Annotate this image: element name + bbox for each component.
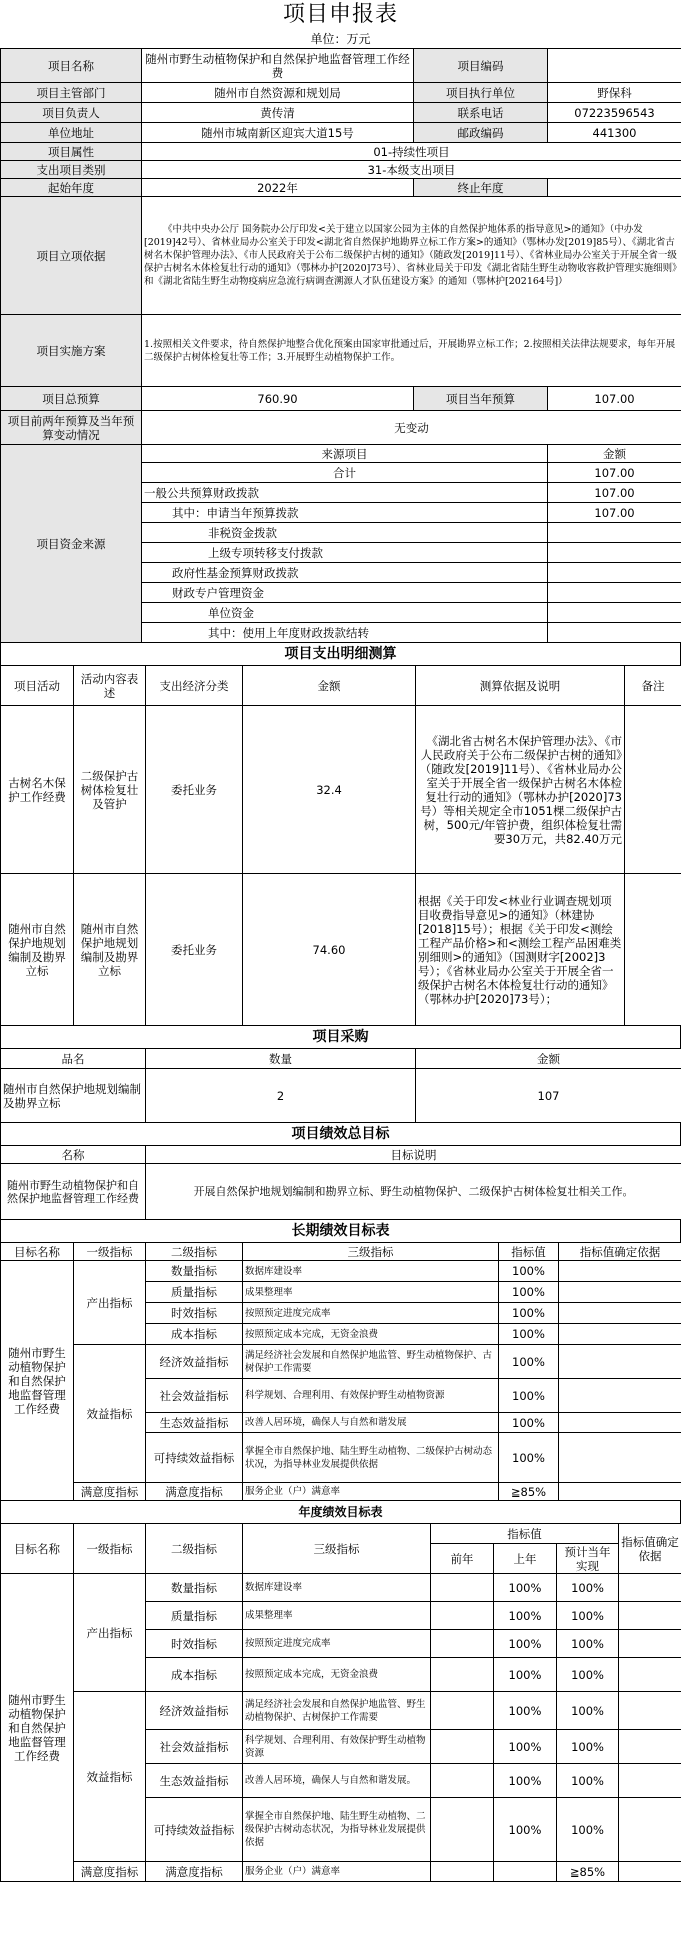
funding-row: 一般公共预算财政拨款 xyxy=(142,483,548,503)
funding-amount xyxy=(548,543,681,563)
annual-prev2 xyxy=(431,1658,494,1692)
address-label: 单位地址 xyxy=(1,123,142,143)
longterm-l3: 按照预定进度完成率 xyxy=(243,1303,499,1324)
longterm-basis xyxy=(559,1433,681,1483)
start-year: 2022年 xyxy=(142,179,414,197)
funding-row: 其中：申请当年预算拨款 xyxy=(142,503,548,523)
annual-l3: 成果整理率 xyxy=(243,1602,431,1630)
longterm-target: 随州市野生动植物保护和自然保护地监督管理工作经费 xyxy=(1,1261,74,1501)
start-year-label: 起始年度 xyxy=(1,179,142,197)
overall-section-title: 项目绩效总目标 xyxy=(0,1123,681,1145)
annual-header: 一级指标 xyxy=(74,1524,146,1574)
longterm-l2: 时效指标 xyxy=(146,1303,243,1324)
overall-header: 目标说明 xyxy=(146,1146,681,1164)
annual-table xyxy=(0,1523,681,1882)
detail-activity: 随州市自然保护地规划编制及勘界立标 xyxy=(1,874,74,1026)
annual-l2: 经济效益指标 xyxy=(146,1692,243,1730)
longterm-satisfy-label: 满意度指标 xyxy=(74,1483,146,1501)
longterm-header: 指标值确定依据 xyxy=(559,1243,681,1261)
annual-l2: 数量指标 xyxy=(146,1574,243,1602)
longterm-basis xyxy=(559,1413,681,1433)
annual-cur: 100% xyxy=(557,1798,619,1862)
longterm-basis xyxy=(559,1282,681,1303)
year-budget-label: 项目当年预算 xyxy=(414,387,548,411)
annual-prev: 100% xyxy=(494,1730,557,1764)
funding-row-total: 合计 xyxy=(142,463,548,483)
detail-content: 二级保护古树体检复壮及管护 xyxy=(74,706,146,874)
attr-label: 项目属性 xyxy=(1,143,142,161)
purchase-item-name: 随州市自然保护地规划编制及勘界立标 xyxy=(1,1069,146,1123)
annual-basis xyxy=(619,1658,681,1692)
longterm-basis xyxy=(559,1345,681,1379)
annual-basis xyxy=(619,1692,681,1730)
annual-l2: 质量指标 xyxy=(146,1602,243,1630)
longterm-l2: 质量指标 xyxy=(146,1282,243,1303)
annual-l3: 掌握全市自然保护地、陆生野生动植物、二级保护古树动态状况，为指导林业发展提供依据 xyxy=(243,1798,431,1862)
longterm-l3: 满足经济社会发展和自然保护地监管、野生动植物保护、古树保护工作需要 xyxy=(243,1345,499,1379)
annual-prev: 100% xyxy=(494,1574,557,1602)
overall-desc: 开展自然保护地规划编制和勘界立标、野生动植物保护、二级保护古树体检复壮相关工作。 xyxy=(146,1164,681,1220)
funding-row: 上级专项转移支付拨款 xyxy=(142,543,548,563)
overall-name: 随州市野生动植物保护和自然保护地监督管理工作经费 xyxy=(1,1164,146,1220)
longterm-basis xyxy=(559,1379,681,1413)
annual-output-label: 产出指标 xyxy=(74,1574,146,1692)
overall-header: 名称 xyxy=(1,1146,146,1164)
annual-prev: 100% xyxy=(494,1630,557,1658)
exec-unit-label: 项目执行单位 xyxy=(414,83,548,103)
annual-l2: 满意度指标 xyxy=(146,1862,243,1882)
longterm-header: 目标名称 xyxy=(1,1243,74,1261)
detail-basis: 《湖北省古树名木保护管理办法》、《市人民政府关于公布二级保护古树的通知》（随政发[2019]11号）、《省林业局办公室关于开展全省一级保护古树名木体检复壮行动的通知》（鄂林办护[2020]73号）等相关规定全市1051棵二级保护古树，500元/年管护费，组织体检复壮需要30万元，共82.40万元 xyxy=(416,706,625,874)
annual-cur: 100% xyxy=(557,1602,619,1630)
annual-subheader: 前年 xyxy=(431,1544,494,1574)
detail-header: 备注 xyxy=(625,666,681,706)
longterm-value: 100% xyxy=(499,1261,559,1282)
funding-amount xyxy=(548,583,681,603)
funding-row: 财政专户管理资金 xyxy=(142,583,548,603)
longterm-value: 100% xyxy=(499,1282,559,1303)
annual-cur: 100% xyxy=(557,1658,619,1692)
detail-activity: 古树名木保护工作经费 xyxy=(1,706,74,874)
basic-info-table xyxy=(0,48,681,445)
detail-econ: 委托业务 xyxy=(146,706,243,874)
annual-subheader: 上年 xyxy=(494,1544,557,1574)
longterm-value: 100% xyxy=(499,1303,559,1324)
total-budget-label: 项目总预算 xyxy=(1,387,142,411)
detail-header: 活动内容表述 xyxy=(74,666,146,706)
detail-header: 项目活动 xyxy=(1,666,74,706)
year-budget: 107.00 xyxy=(548,387,681,411)
annual-basis xyxy=(619,1730,681,1764)
longterm-l3: 按照预定成本完成，无资金浪费 xyxy=(243,1324,499,1345)
detail-header: 支出经济分类 xyxy=(146,666,243,706)
dept: 随州市自然资源和规划局 xyxy=(142,83,414,103)
annual-l3: 服务企业（户）满意率 xyxy=(243,1862,431,1882)
plan-label: 项目实施方案 xyxy=(1,315,142,387)
phone: 07223596543 xyxy=(548,103,681,123)
annual-basis xyxy=(619,1798,681,1862)
project-code xyxy=(548,49,681,83)
purchase-header: 品名 xyxy=(1,1049,146,1069)
longterm-l3: 数据库建设率 xyxy=(243,1261,499,1282)
address: 随州市城南新区迎宾大道15号 xyxy=(142,123,414,143)
annual-prev: 100% xyxy=(494,1658,557,1692)
longterm-l2: 可持续效益指标 xyxy=(146,1433,243,1483)
annual-header: 指标值 xyxy=(431,1524,619,1544)
funding-amount xyxy=(548,623,681,643)
postcode-label: 邮政编码 xyxy=(414,123,548,143)
annual-l2: 可持续效益指标 xyxy=(146,1798,243,1862)
funding-row: 政府性基金预算财政拨款 xyxy=(142,563,548,583)
detail-section-title: 项目支出明细测算 xyxy=(0,643,681,665)
annual-header: 目标名称 xyxy=(1,1524,74,1574)
annual-prev2 xyxy=(431,1630,494,1658)
change-label: 项目前两年预算及当年预算变动情况 xyxy=(1,411,142,445)
annual-l2: 成本指标 xyxy=(146,1658,243,1692)
longterm-output-label: 产出指标 xyxy=(74,1261,146,1345)
funding-row: 非税资金拨款 xyxy=(142,523,548,543)
longterm-l2: 成本指标 xyxy=(146,1324,243,1345)
annual-subheader: 预计当年实现 xyxy=(557,1544,619,1574)
annual-l2: 时效指标 xyxy=(146,1630,243,1658)
annual-l2: 生态效益指标 xyxy=(146,1764,243,1798)
dept-label: 项目主管部门 xyxy=(1,83,142,103)
annual-l3: 科学规划、合理利用、有效保护野生动植物资源 xyxy=(243,1730,431,1764)
annual-basis xyxy=(619,1602,681,1630)
annual-prev2 xyxy=(431,1862,494,1882)
annual-l3: 满足经济社会发展和自然保护地监管、野生动植物保护、古树保护工作需要 xyxy=(243,1692,431,1730)
longterm-basis xyxy=(559,1261,681,1282)
phone-label: 联系电话 xyxy=(414,103,548,123)
funding-label: 项目资金来源 xyxy=(1,445,142,643)
annual-basis xyxy=(619,1764,681,1798)
longterm-value: 100% xyxy=(499,1324,559,1345)
annual-prev2 xyxy=(431,1692,494,1730)
funding-amount: 107.00 xyxy=(548,503,681,523)
annual-header: 三级指标 xyxy=(243,1524,431,1574)
longterm-header: 二级指标 xyxy=(146,1243,243,1261)
annual-prev2 xyxy=(431,1602,494,1630)
funding-amount xyxy=(548,603,681,623)
detail-content: 随州市自然保护地规划编制及勘界立标 xyxy=(74,874,146,1026)
project-name: 随州市野生动植物保护和自然保护地监督管理工作经费 xyxy=(142,49,414,83)
annual-basis xyxy=(619,1630,681,1658)
annual-prev: 100% xyxy=(494,1692,557,1730)
longterm-benefit-label: 效益指标 xyxy=(74,1345,146,1483)
detail-note xyxy=(625,874,681,1026)
longterm-l3: 改善人居环境，确保人与自然和谐发展 xyxy=(243,1413,499,1433)
leader: 黄传清 xyxy=(142,103,414,123)
attr: 01-持续性项目 xyxy=(142,143,681,161)
annual-basis xyxy=(619,1862,681,1882)
annual-l2: 社会效益指标 xyxy=(146,1730,243,1764)
annual-l3: 按照预定成本完成，无资金浪费 xyxy=(243,1658,431,1692)
longterm-l2: 满意度指标 xyxy=(146,1483,243,1501)
category: 31-本级支出项目 xyxy=(142,161,681,179)
annual-prev2 xyxy=(431,1798,494,1862)
annual-prev2 xyxy=(431,1574,494,1602)
longterm-header: 一级指标 xyxy=(74,1243,146,1261)
unit-label: 单位：万元 xyxy=(310,32,371,46)
annual-cur: 100% xyxy=(557,1764,619,1798)
longterm-l3: 掌握全市自然保护地、陆生野生动植物、二级保护古树动态状况，为指导林业发展提供依据 xyxy=(243,1433,499,1483)
funding-row: 其中：使用上年度财政拨款结转 xyxy=(142,623,548,643)
end-year xyxy=(548,179,681,197)
project-name-label: 项目名称 xyxy=(1,49,142,83)
longterm-l2: 社会效益指标 xyxy=(146,1379,243,1413)
detail-header: 金额 xyxy=(243,666,416,706)
longterm-basis xyxy=(559,1483,681,1501)
purchase-item-amount: 107 xyxy=(416,1069,681,1123)
funding-col-amount: 金额 xyxy=(548,445,681,463)
longterm-section-title: 长期绩效目标表 xyxy=(0,1220,681,1242)
purchase-section-title: 项目采购 xyxy=(0,1026,681,1048)
basis-text: 《中共中央办公厅 国务院办公厅印发<关于建立以国家公园为主体的自然保护地体系的指导意见>的通知》（中办发[2019]42号）、省林业局办公室关于印发<湖北省自然保护地勘界立标工作方案>的通知》（鄂林办发[2019]85号）、《湖北省古树名木保护管理办法》、《市人民政府关于公布二级保护古树的通知》（随政发[2019]11号）、《省林业局办公室关于开展全省一级保护古树名木体检复壮行动的通知》（鄂林办护[2020]73号）、省林业局关于印发《湖北省陆生野生动物收容救护管理实施细则》和《湖北省陆生野生动物疫病应急流行病调查溯源人才队伍建设方案》的通知（鄂林护[202164号]） xyxy=(142,197,681,315)
annual-prev: 100% xyxy=(494,1602,557,1630)
funding-row: 单位资金 xyxy=(142,603,548,623)
end-year-label: 终止年度 xyxy=(414,179,548,197)
longterm-l3: 科学规划、合理利用、有效保护野生动植物资源 xyxy=(243,1379,499,1413)
longterm-header: 指标值 xyxy=(499,1243,559,1261)
annual-l3: 数据库建设率 xyxy=(243,1574,431,1602)
funding-amount xyxy=(548,563,681,583)
postcode: 441300 xyxy=(548,123,681,143)
annual-prev xyxy=(494,1862,557,1882)
longterm-value: 100% xyxy=(499,1379,559,1413)
page-title: 项目申报表 xyxy=(282,2,398,27)
longterm-l2: 数量指标 xyxy=(146,1261,243,1282)
longterm-value: 100% xyxy=(499,1345,559,1379)
detail-basis: 根据《关于印发<林业行业调查规划项目收费指导意见>的通知》（林建协[2018]15号）；根据《关于印发<测绘工程产品价格>和<测绘工程产品困难类别细则>的通知》（国测财字[2002]3号）；《省林业局办公室关于开展全省一级保护古树名木体检复壮行动的通知》（鄂林办护[2020]73号）； xyxy=(416,874,625,1026)
annual-section-title: 年度绩效目标表 xyxy=(0,1501,681,1523)
annual-prev2 xyxy=(431,1730,494,1764)
purchase-table xyxy=(0,1048,681,1123)
annual-prev: 100% xyxy=(494,1798,557,1862)
purchase-header: 数量 xyxy=(146,1049,416,1069)
leader-label: 项目负责人 xyxy=(1,103,142,123)
longterm-l2: 经济效益指标 xyxy=(146,1345,243,1379)
purchase-header: 金额 xyxy=(416,1049,681,1069)
annual-satisfy-label: 满意度指标 xyxy=(74,1862,146,1882)
category-label: 支出项目类别 xyxy=(1,161,142,179)
plan-text: 1.按照相关文件要求，待自然保护地整合优化预案由国家审批通过后，开展勘界立标工作；2.按照相关法律法规要求，每年开展二级保护古树体检复壮等工作；3.开展野生动植物保护工作。 xyxy=(142,315,681,387)
basis-label: 项目立项依据 xyxy=(1,197,142,315)
project-code-label: 项目编码 xyxy=(414,49,548,83)
purchase-item-qty: 2 xyxy=(146,1069,416,1123)
longterm-l3: 成果整理率 xyxy=(243,1282,499,1303)
longterm-l3: 服务企业（户）满意率 xyxy=(243,1483,499,1501)
annual-cur: 100% xyxy=(557,1574,619,1602)
funding-table xyxy=(0,444,681,643)
funding-amount-total: 107.00 xyxy=(548,463,681,483)
funding-amount: 107.00 xyxy=(548,483,681,503)
longterm-value: 100% xyxy=(499,1433,559,1483)
detail-amount: 74.60 xyxy=(243,874,416,1026)
longterm-basis xyxy=(559,1303,681,1324)
annual-header: 指标值确定依据 xyxy=(619,1524,681,1574)
annual-l3: 按照预定进度完成率 xyxy=(243,1630,431,1658)
detail-amount: 32.4 xyxy=(243,706,416,874)
funding-amount xyxy=(548,523,681,543)
annual-cur: 100% xyxy=(557,1730,619,1764)
change-text: 无变动 xyxy=(142,411,681,445)
longterm-table xyxy=(0,1242,681,1501)
annual-l3: 改善人居环境，确保人与自然和谐发展。 xyxy=(243,1764,431,1798)
annual-target: 随州市野生动植物保护和自然保护地监督管理工作经费 xyxy=(1,1574,74,1882)
total-budget: 760.90 xyxy=(142,387,414,411)
annual-header: 二级指标 xyxy=(146,1524,243,1574)
annual-benefit-label: 效益指标 xyxy=(74,1692,146,1862)
detail-header: 测算依据及说明 xyxy=(416,666,625,706)
annual-basis xyxy=(619,1574,681,1602)
annual-cur: 100% xyxy=(557,1692,619,1730)
longterm-header: 三级指标 xyxy=(243,1243,499,1261)
annual-cur: ≧85% xyxy=(557,1862,619,1882)
detail-note xyxy=(625,706,681,874)
annual-cur: 100% xyxy=(557,1630,619,1658)
overall-table xyxy=(0,1145,681,1220)
exec-unit: 野保科 xyxy=(548,83,681,103)
longterm-l2: 生态效益指标 xyxy=(146,1413,243,1433)
longterm-value: 100% xyxy=(499,1413,559,1433)
annual-prev2 xyxy=(431,1764,494,1798)
annual-prev: 100% xyxy=(494,1764,557,1798)
detail-econ: 委托业务 xyxy=(146,874,243,1026)
detail-table xyxy=(0,665,681,1026)
funding-col-source: 来源项目 xyxy=(142,445,548,463)
longterm-basis xyxy=(559,1324,681,1345)
longterm-value: ≧85% xyxy=(499,1483,559,1501)
